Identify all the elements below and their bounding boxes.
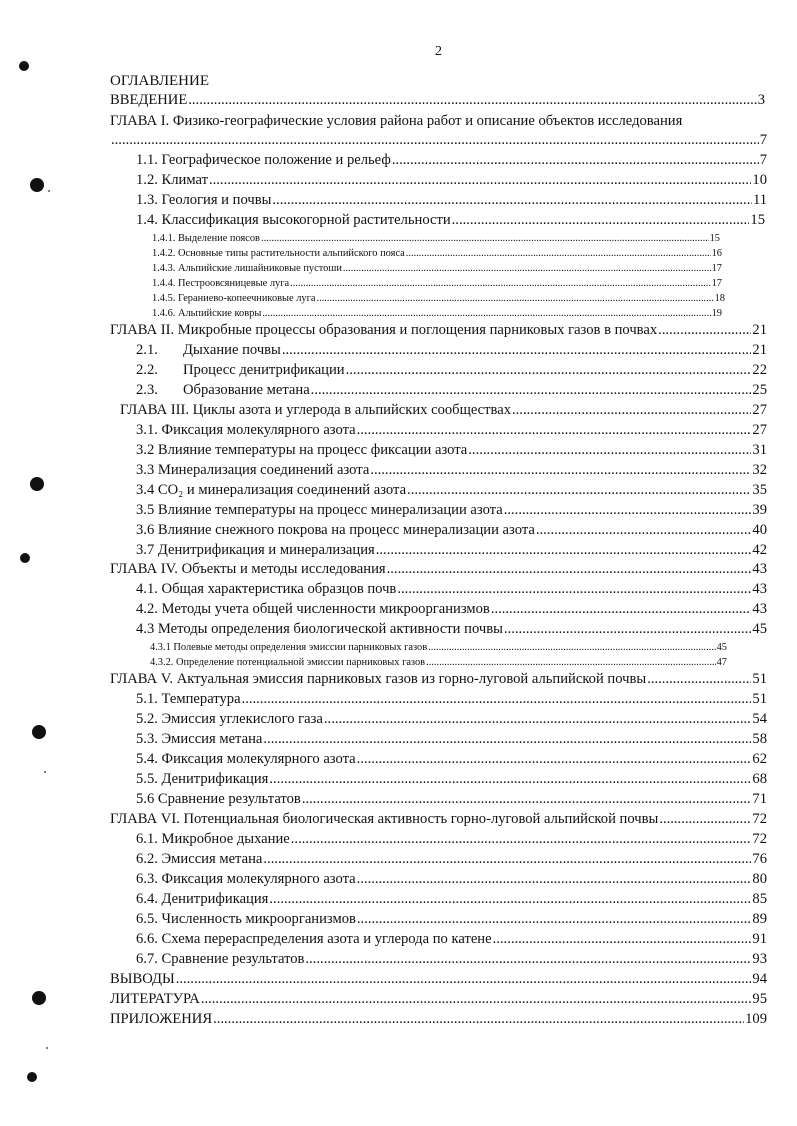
punch-hole bbox=[19, 61, 29, 71]
toc-entry-page: 18 bbox=[714, 293, 725, 304]
toc-entry-page: 71 bbox=[752, 791, 767, 807]
toc-entry-page: 95 bbox=[752, 991, 767, 1007]
toc-entry-label: ГЛАВА III. Циклы азота и углерода в альпийских сообществах bbox=[120, 402, 511, 418]
leader-dots bbox=[512, 402, 751, 419]
toc-entry-conclusions bbox=[110, 971, 767, 988]
leader-dots bbox=[111, 132, 759, 149]
toc-entry-page: 42 bbox=[752, 542, 767, 558]
leader-dots bbox=[536, 522, 752, 539]
leader-dots bbox=[647, 671, 751, 688]
toc-entry-appendices bbox=[110, 1011, 767, 1028]
toc-entry-label: 1.4. Классификация высокогорной растительности bbox=[136, 212, 451, 228]
toc-entry-page: 7 bbox=[759, 152, 767, 168]
leader-dots bbox=[659, 811, 751, 828]
leader-dots bbox=[176, 971, 752, 988]
toc-entry-label: ГЛАВА IV. Объекты и методы исследования bbox=[110, 561, 386, 577]
toc-title: ОГЛАВЛЕНИЕ bbox=[110, 73, 209, 89]
leader-dots bbox=[493, 931, 752, 948]
toc-entry-label: 5.1. Температура bbox=[136, 691, 241, 707]
toc-entry-4-3 bbox=[136, 621, 767, 638]
toc-entry-5-6 bbox=[136, 791, 767, 808]
leader-dots bbox=[428, 642, 715, 653]
toc-entry-5-2 bbox=[136, 711, 767, 728]
leader-dots bbox=[658, 322, 751, 339]
punch-hole bbox=[30, 477, 44, 491]
leader-dots bbox=[305, 951, 751, 968]
toc-entry-6-5 bbox=[136, 911, 767, 928]
toc-entry-page: 47 bbox=[716, 657, 727, 668]
leader-dots bbox=[261, 233, 709, 244]
toc-entry-2-2 bbox=[136, 362, 767, 379]
toc-entry-label: 5.6 Сравнение результатов bbox=[136, 791, 301, 807]
toc-entry-chapter-5 bbox=[110, 671, 767, 688]
toc-entry-page: 45 bbox=[716, 642, 727, 653]
toc-entry-page: 21 bbox=[752, 342, 767, 358]
toc-entry-page: 43 bbox=[752, 581, 767, 597]
leader-dots bbox=[290, 278, 711, 289]
toc-entry-label: 1.1. Географическое положение и рельеф bbox=[136, 152, 391, 168]
toc-entry-label: 4.1. Общая характеристика образцов почв bbox=[136, 581, 397, 597]
toc-entry-3-2 bbox=[136, 442, 767, 459]
toc-entry-label: 4.3 Методы определения биологической активности почвы bbox=[136, 621, 503, 637]
leader-dots bbox=[272, 192, 752, 209]
toc-entry-page: 54 bbox=[752, 711, 767, 727]
toc-entry-number: 2.1. bbox=[136, 342, 158, 358]
leader-dots bbox=[262, 308, 710, 319]
toc-entry-label: 6.4. Денитрификация bbox=[136, 891, 269, 907]
toc-entry-label: 6.7. Сравнение результатов bbox=[136, 951, 305, 967]
toc-entry-page: 27 bbox=[752, 402, 767, 418]
toc-entry-page: 43 bbox=[752, 561, 767, 577]
toc-entry-label: ГЛАВА V. Актуальная эмиссия парниковых газов из горно-луговой альпийской почвы bbox=[110, 671, 647, 687]
toc-entry-3-6 bbox=[136, 522, 767, 539]
toc-entry-1-4-6 bbox=[152, 308, 722, 319]
toc-entry-label: ГЛАВА I. Физико-географические условия района работ и описание объектов исследования bbox=[110, 113, 683, 129]
toc-entry-chapter-2 bbox=[110, 322, 767, 339]
leader-dots bbox=[357, 911, 752, 928]
toc-entry-page: 43 bbox=[752, 601, 767, 617]
toc-entry-label: Процесс денитрификации bbox=[183, 362, 345, 378]
toc-entry-page: 51 bbox=[752, 691, 767, 707]
toc-entry-page: 76 bbox=[752, 851, 767, 867]
leader-dots bbox=[263, 851, 751, 868]
toc-entry-page: 22 bbox=[752, 362, 767, 378]
punch-hole bbox=[32, 991, 46, 1005]
leader-dots bbox=[407, 482, 751, 499]
toc-entry-page: 72 bbox=[752, 831, 767, 847]
toc-entry-page: 21 bbox=[752, 322, 767, 338]
toc-entry-page: 25 bbox=[752, 382, 767, 398]
toc-entry-label: 3.4 CO₂ и минерализация соединений азота bbox=[136, 482, 407, 498]
toc-entry-2-1 bbox=[136, 342, 767, 359]
toc-entry-label: 3.3 Минерализация соединений азота bbox=[136, 462, 370, 478]
toc-entry-label: 5.2. Эмиссия углекислого газа bbox=[136, 711, 323, 727]
toc-entry-page: 32 bbox=[752, 462, 767, 478]
toc-entry-3-7 bbox=[136, 542, 767, 559]
toc-entry-page: 45 bbox=[752, 621, 767, 637]
toc-entry-1-4-5 bbox=[152, 293, 725, 304]
toc-entry-label: 6.3. Фиксация молекулярного азота bbox=[136, 871, 356, 887]
toc-entry-1-1 bbox=[136, 152, 767, 169]
toc-entry-label: 1.4.5. Гераниево-копеечниковые луга bbox=[152, 293, 316, 304]
toc-entry-label: 5.4. Фиксация молекулярного азота bbox=[136, 751, 356, 767]
toc-entry-6-1 bbox=[136, 831, 767, 848]
toc-entry-label: 6.6. Схема перераспределения азота и углерода по катене bbox=[136, 931, 492, 947]
leader-dots bbox=[392, 152, 759, 169]
toc-entry-4-3-2 bbox=[150, 657, 727, 668]
toc-entry-5-1 bbox=[136, 691, 767, 708]
toc-entry-chapter-4 bbox=[110, 561, 767, 578]
toc-entry-5-3 bbox=[136, 731, 767, 748]
leader-dots bbox=[406, 248, 711, 259]
toc-entry-1-4-2 bbox=[152, 248, 722, 259]
toc-entry-1-2 bbox=[136, 172, 767, 189]
punch-hole bbox=[32, 725, 46, 739]
leader-dots bbox=[324, 711, 752, 728]
leader-dots bbox=[282, 342, 752, 359]
toc-entry-page: 51 bbox=[752, 671, 767, 687]
toc-entry-4-1 bbox=[136, 581, 767, 598]
leader-dots bbox=[452, 212, 750, 229]
leader-dots bbox=[213, 1011, 744, 1028]
toc-entry-label: 3.7 Денитрификация и минерализация bbox=[136, 542, 375, 558]
toc-entry-5-4 bbox=[136, 751, 767, 768]
toc-entry-label: 1.4.6. Альпийские ковры bbox=[152, 308, 262, 319]
toc-entry-page: 7 bbox=[759, 132, 767, 148]
leader-dots bbox=[491, 601, 752, 618]
toc-entry-page: 85 bbox=[752, 891, 767, 907]
toc-entry-6-6 bbox=[136, 931, 767, 948]
leader-dots bbox=[263, 731, 751, 748]
toc-entry-4-2 bbox=[136, 601, 767, 618]
toc-entry-5-5 bbox=[136, 771, 767, 788]
leader-dots bbox=[302, 791, 752, 808]
page-number: 2 bbox=[435, 44, 442, 59]
toc-entry-page: 17 bbox=[711, 263, 722, 274]
toc-entry-label: 1.4.3. Альпийские лишайниковые пустоши bbox=[152, 263, 342, 274]
toc-entry-label: 4.3.2. Определение потенциальной эмиссии парниковых газов bbox=[150, 657, 426, 668]
toc-entry-page: 3 bbox=[757, 92, 765, 108]
toc-entry-chapter-6 bbox=[110, 811, 767, 828]
toc-entry-label: 6.2. Эмиссия метана bbox=[136, 851, 263, 867]
toc-entry-page: 16 bbox=[711, 248, 722, 259]
toc-entry-page: 40 bbox=[752, 522, 767, 538]
toc-entry-number: 2.3. bbox=[136, 382, 158, 398]
toc-entry-1-4-4 bbox=[152, 278, 722, 289]
toc-entry-introduction bbox=[110, 92, 765, 109]
scan-speck bbox=[46, 1047, 48, 1049]
leader-dots bbox=[343, 263, 711, 274]
toc-entry-page: 11 bbox=[752, 192, 767, 208]
toc-entry-label: ГЛАВА VI. Потенциальная биологическая активность горно-луговой альпийской почвы bbox=[110, 811, 659, 827]
toc-entry-label: 3.5 Влияние температуры на процесс минерализации азота bbox=[136, 502, 503, 518]
leader-dots bbox=[387, 561, 752, 578]
toc-entry-page: 72 bbox=[752, 811, 767, 827]
toc-entry-2-3 bbox=[136, 382, 767, 399]
toc-entry-3-1 bbox=[136, 422, 767, 439]
toc-entry-page: 62 bbox=[752, 751, 767, 767]
toc-entry-label: 6.1. Микробное дыхание bbox=[136, 831, 290, 847]
leader-dots bbox=[357, 871, 752, 888]
toc-entry-1-4 bbox=[136, 212, 765, 229]
toc-entry-literature bbox=[110, 991, 767, 1008]
leader-dots bbox=[397, 581, 751, 598]
toc-entry-label: 5.3. Эмиссия метана bbox=[136, 731, 263, 747]
toc-entry-page: 58 bbox=[752, 731, 767, 747]
leader-dots bbox=[468, 442, 751, 459]
toc-entry-page: 39 bbox=[752, 502, 767, 518]
toc-entry-page: 19 bbox=[711, 308, 722, 319]
leader-dots bbox=[188, 92, 756, 109]
leader-dots bbox=[317, 293, 714, 304]
leader-dots bbox=[291, 831, 752, 848]
toc-entry-page: 10 bbox=[752, 172, 767, 188]
toc-entry-label: ПРИЛОЖЕНИЯ bbox=[110, 1011, 213, 1027]
toc-entry-3-4 bbox=[136, 482, 767, 499]
toc-entry-1-4-3 bbox=[152, 263, 722, 274]
toc-entry-6-4 bbox=[136, 891, 767, 908]
punch-hole bbox=[27, 1072, 37, 1082]
toc-entry-label: 4.3.1 Полевые методы определения эмиссии парниковых газов bbox=[150, 642, 428, 653]
leader-dots bbox=[370, 462, 751, 479]
toc-entry-page: 94 bbox=[752, 971, 767, 987]
toc-entry-label: 4.2. Методы учета общей численности микроорганизмов bbox=[136, 601, 490, 617]
toc-entry-chapter-3 bbox=[120, 402, 767, 419]
toc-entry-page: 35 bbox=[752, 482, 767, 498]
punch-hole bbox=[30, 178, 44, 192]
toc-entry-page: 27 bbox=[752, 422, 767, 438]
leader-dots bbox=[376, 542, 752, 559]
leader-dots bbox=[201, 991, 752, 1008]
toc-entry-page: 68 bbox=[752, 771, 767, 787]
leader-dots bbox=[209, 172, 751, 189]
toc-entry-chapter-1 bbox=[110, 113, 760, 130]
toc-entry-page: 15 bbox=[750, 212, 765, 228]
leader-dots bbox=[504, 502, 752, 519]
scan-speck bbox=[48, 190, 50, 192]
toc-entry-page: 31 bbox=[752, 442, 767, 458]
toc-entry-label: Дыхание почвы bbox=[183, 342, 281, 358]
toc-entry-label: ВВЕДЕНИЕ bbox=[110, 92, 188, 108]
toc-entry-label: 1.3. Геология и почвы bbox=[136, 192, 272, 208]
toc-entry-page: 89 bbox=[752, 911, 767, 927]
toc-entry-page: 15 bbox=[709, 233, 720, 244]
toc-entry-label: ВЫВОДЫ bbox=[110, 971, 175, 987]
toc-entry-label: 1.2. Климат bbox=[136, 172, 208, 188]
toc-entry-chapter-1-continuation bbox=[110, 132, 767, 149]
leader-dots bbox=[357, 751, 752, 768]
toc-entry-label: ГЛАВА II. Микробные процессы образования и поглощения парниковых газов в почвах bbox=[110, 322, 658, 338]
toc-entry-page: 93 bbox=[752, 951, 767, 967]
leader-dots bbox=[426, 657, 716, 668]
toc-entry-label: 6.5. Численность микроорганизмов bbox=[136, 911, 356, 927]
toc-entry-6-7 bbox=[136, 951, 767, 968]
toc-entry-label: Образование метана bbox=[183, 382, 310, 398]
toc-entry-number: 2.2. bbox=[136, 362, 158, 378]
toc-entry-label: 3.2 Влияние температуры на процесс фиксации азота bbox=[136, 442, 468, 458]
toc-entry-4-3-1 bbox=[150, 642, 727, 653]
toc-entry-3-5 bbox=[136, 502, 767, 519]
toc-entry-label: 3.6 Влияние снежного покрова на процесс минерализации азота bbox=[136, 522, 535, 538]
toc-entry-1-4-1 bbox=[152, 233, 720, 244]
toc-entry-1-3 bbox=[136, 192, 767, 209]
leader-dots bbox=[357, 422, 752, 439]
leader-dots bbox=[311, 382, 752, 399]
toc-entry-label: 1.4.2. Основные типы растительности альпийского пояса bbox=[152, 248, 405, 259]
toc-entry-label: 1.4.4. Пестроовсяницевые луга bbox=[152, 278, 290, 289]
toc-entry-page: 17 bbox=[711, 278, 722, 289]
punch-hole bbox=[20, 553, 30, 563]
toc-entry-3-3 bbox=[136, 462, 767, 479]
toc-entry-6-2 bbox=[136, 851, 767, 868]
toc-entry-page: 80 bbox=[752, 871, 767, 887]
leader-dots bbox=[346, 362, 752, 379]
toc-entry-page: 109 bbox=[745, 1011, 767, 1027]
toc-entry-label: 1.4.1. Выделение поясов bbox=[152, 233, 260, 244]
toc-entry-label: 5.5. Денитрификация bbox=[136, 771, 269, 787]
toc-entry-label: ЛИТЕРАТУРА bbox=[110, 991, 200, 1007]
leader-dots bbox=[269, 771, 751, 788]
leader-dots bbox=[504, 621, 752, 638]
leader-dots bbox=[242, 691, 752, 708]
toc-entry-6-3 bbox=[136, 871, 767, 888]
toc-entry-label: 3.1. Фиксация молекулярного азота bbox=[136, 422, 356, 438]
leader-dots bbox=[269, 891, 751, 908]
scan-speck bbox=[44, 771, 46, 773]
toc-entry-page: 91 bbox=[752, 931, 767, 947]
